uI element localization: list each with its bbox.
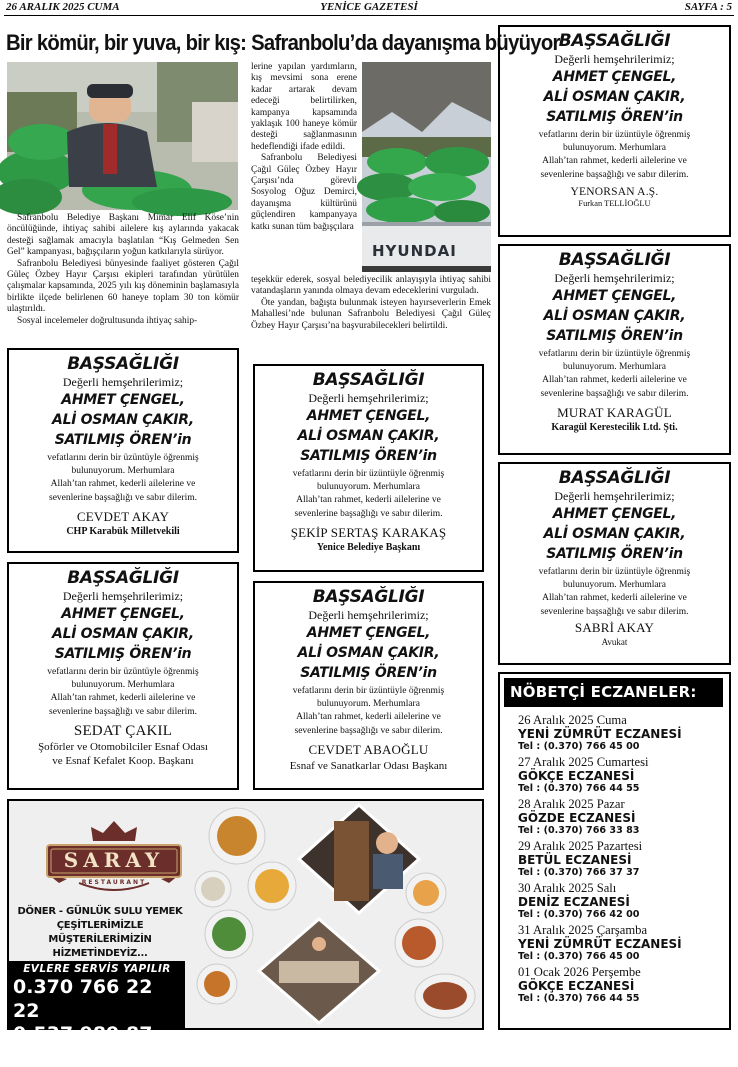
body-line: sevenlerine başsağlığı ve sabır dilerim. xyxy=(294,508,443,519)
ad-phone-1: 0.370 766 22 22 xyxy=(13,976,153,1022)
body-line: sevenlerine başsağlığı ve sabır dilerim. xyxy=(540,169,689,180)
article-paragraph: teşekkür ederek, sosyal belediyecilik anlayışıyla ihtiyaç sahibi vatandaşların yanında olmaya devam edeceklerini vurguladı. xyxy=(251,275,491,297)
deceased-name: SATILMIŞ ÖREN’in xyxy=(546,109,683,125)
deceased-name: AHMET ÇENGEL, xyxy=(306,625,431,641)
condolence-ad-abaoglu xyxy=(253,581,484,790)
deceased-name: SATILMIŞ ÖREN’in xyxy=(54,646,192,662)
slogan-line: MÜŞTERİLERİMİZİN HİZMETİNDEYİZ... xyxy=(48,934,152,959)
pharmacy-item xyxy=(500,839,729,879)
pharmacy-date: 26 Aralık 2025 Cuma xyxy=(518,713,627,727)
signer-title: Karagül Kerestecilik Ltd. Şti. xyxy=(551,421,678,433)
deceased-name: ALİ OSMAN ÇAKIR, xyxy=(297,428,440,444)
body-line: Allah’tan rahmet, kederli ailelerine ve xyxy=(50,693,196,704)
condolence-ad-yenorsan xyxy=(498,25,731,237)
saray-logo xyxy=(39,817,189,901)
body-line: vefatlarını derin bir üzüntüyle öğrenmiş xyxy=(292,469,445,479)
article-photo-truck xyxy=(362,62,491,272)
deceased-name: ALİ OSMAN ÇAKIR, xyxy=(543,526,686,542)
condolence-greeting: Değerli hemşehrilerimiz; xyxy=(62,589,184,603)
article-col-1 xyxy=(7,213,239,327)
pharmacy-phone: Tel : (0.370) 766 44 55 xyxy=(518,783,640,794)
condolence-body xyxy=(500,566,729,619)
condolence-title: BAŞSAĞLIĞI xyxy=(67,568,179,588)
body-line: bulunuyorum. Merhumlara xyxy=(71,466,175,477)
page-number: SAYFA : 5 xyxy=(684,1,732,13)
truck-brand: HYUNDAI xyxy=(372,242,457,260)
deceased-name: ALİ OSMAN ÇAKIR, xyxy=(543,89,686,105)
condolence-body xyxy=(500,348,729,401)
signer-name: SABRİ AKAY xyxy=(574,619,655,635)
restaurant-ad xyxy=(7,799,484,1067)
deceased-name: SATILMIŞ ÖREN’in xyxy=(546,546,683,562)
condolence-ad-sekip xyxy=(253,364,484,572)
condolence-ad-cevdet-akay xyxy=(7,348,239,553)
deceased-name: AHMET ÇENGEL, xyxy=(552,69,677,85)
pharmacy-name: GÖKÇE ECZANESİ xyxy=(518,769,635,783)
signer-title: Furkan TELLİOĞLU xyxy=(578,198,651,208)
article-photo-worker xyxy=(7,62,238,210)
condolence-ad-sabri xyxy=(498,462,731,665)
body-line: vefatlarını derin bir üzüntüyle öğrenmiş xyxy=(47,453,199,463)
pharmacy-name: YENİ ZÜMRÜT ECZANESİ xyxy=(518,937,682,951)
condolence-body xyxy=(500,129,729,182)
body-line: Allah’tan rahmet, kederli ailelerine ve xyxy=(542,593,687,604)
condolence-title: BAŞSAĞLIĞI xyxy=(67,354,179,374)
article-paragraph: Safranbolu Belediyesi bünyesinde faaliyet gösteren Çağıl Güleç Özbey Hayır Çarşısı ekipleri tarafından yürütülen çalışmalar kapsamında, 2025 yılı kış döneminin başlamasıyla birlikte ilçede belirlenen 60 haneye toplam 30 ton kömür ulaştırıldı. xyxy=(7,258,239,315)
ad-contact-panel xyxy=(9,961,185,1067)
deceased-name: AHMET ÇENGEL, xyxy=(61,606,185,622)
pharmacy-item xyxy=(500,797,729,837)
ad-phone-2: 0.537 989 87 12 xyxy=(13,1023,153,1067)
ad-brand: SARAY xyxy=(63,848,165,872)
pharmacy-date: 30 Aralık 2025 Salı xyxy=(518,881,617,895)
slogan-line: ÇEŞİTLERİMİZLE xyxy=(56,920,144,931)
pharmacy-phone: Tel : (0.370) 766 33 83 xyxy=(518,825,640,836)
body-line: vefatlarını derin bir üzüntüyle öğrenmiş xyxy=(538,349,691,359)
signer-name: MURAT KARAGÜL xyxy=(557,404,672,420)
body-line: Allah’tan rahmet, kederli ailelerine ve xyxy=(296,712,441,723)
pharmacy-date: 31 Aralık 2025 Çarşamba xyxy=(518,923,648,937)
body-line: sevenlerine başsağlığı ve sabır dilerim. xyxy=(540,606,689,617)
signer-title: ve Esnaf Kefalet Koop. Başkanı xyxy=(52,754,194,767)
signer-title: CHP Karabük Milletvekili xyxy=(66,525,180,537)
pharmacy-date: 27 Aralık 2025 Cumartesi xyxy=(518,755,649,769)
newspaper-name: YENİCE GAZETESİ xyxy=(320,1,418,13)
body-line: vefatlarını derin bir üzüntüyle öğrenmiş xyxy=(538,130,691,140)
condolence-title: BAŞSAĞLIĞI xyxy=(558,250,671,270)
slogan-line: DÖNER - GÜNLÜK SULU YEMEK xyxy=(17,906,183,917)
pharmacy-name: GÖKÇE ECZANESİ xyxy=(518,979,635,993)
pharmacy-name: DENİZ ECZANESİ xyxy=(518,895,630,909)
body-line: bulunuyorum. Merhumlara xyxy=(317,699,420,710)
body-line: sevenlerine başsağlığı ve sabır dilerim. xyxy=(49,706,197,717)
deceased-name: AHMET ÇENGEL, xyxy=(552,288,677,304)
article-paragraph: Öte yandan, bağışta bulunmak isteyen hayırseverlerin Emek Mahallesi’nde bulunan Safranbolu Belediyesi Çağıl Güleç Özbey Hayır Çarşısı’na başvurabilecekleri belirtildi. xyxy=(251,297,491,331)
body-line: vefatlarını derin bir üzüntüyle öğrenmiş xyxy=(47,667,199,677)
article-col-3 xyxy=(251,275,491,332)
condolence-body xyxy=(9,666,237,719)
signer-name: CEVDET ABAOĞLU xyxy=(308,741,429,757)
signer-title: Avukat xyxy=(601,636,628,647)
signer-name: ŞEKİP SERTAŞ KARAKAŞ xyxy=(290,524,447,540)
article-paragraph: Sosyal incelemeler doğrultusunda ihtiyaç sahip- xyxy=(17,315,198,326)
article-col-2 xyxy=(251,62,357,233)
deceased-name: AHMET ÇENGEL, xyxy=(61,392,185,408)
condolence-greeting: Değerli hemşehrilerimiz; xyxy=(308,608,429,622)
article-headline: Bir kömür, bir yuva, bir kış: Safranbolu’da dayanışma büyüyor xyxy=(6,30,560,55)
pharmacy-item xyxy=(500,881,729,921)
body-line: Allah’tan rahmet, kederli ailelerine ve xyxy=(542,156,687,167)
pharmacy-name: GÖZDE ECZANESİ xyxy=(518,811,636,825)
deceased-name: SATILMIŞ ÖREN’in xyxy=(54,432,192,448)
body-line: bulunuyorum. Merhumlara xyxy=(563,580,666,591)
body-line: vefatlarını derin bir üzüntüyle öğrenmiş xyxy=(292,686,445,696)
condolence-greeting: Değerli hemşehrilerimiz; xyxy=(62,375,184,389)
pharmacy-name: YENİ ZÜMRÜT ECZANESİ xyxy=(518,727,682,741)
signer-name: SEDAT ÇAKIL xyxy=(73,722,173,739)
pharmacy-date: 28 Aralık 2025 Pazar xyxy=(518,797,625,811)
page-header xyxy=(4,0,734,16)
pharmacy-item xyxy=(500,755,729,795)
body-line: sevenlerine başsağlığı ve sabır dilerim. xyxy=(49,492,197,503)
pharmacy-item xyxy=(500,923,729,963)
pharmacy-list xyxy=(500,713,729,1005)
condolence-ad-karagul xyxy=(498,244,731,455)
body-line: Allah’tan rahmet, kederli ailelerine ve xyxy=(50,479,196,490)
condolence-body xyxy=(9,452,237,505)
body-line: bulunuyorum. Merhumlara xyxy=(71,680,175,691)
condolence-body xyxy=(255,468,482,521)
condolence-greeting: Değerli hemşehrilerimiz; xyxy=(554,52,675,66)
body-line: Allah’tan rahmet, kederli ailelerine ve xyxy=(296,495,441,506)
body-line: vefatlarını derin bir üzüntüyle öğrenmiş xyxy=(538,567,691,577)
ad-brand-sub: RESTAURANT xyxy=(81,879,147,886)
deceased-name: ALİ OSMAN ÇAKIR, xyxy=(52,412,194,428)
condolence-ad-sedat xyxy=(7,562,239,790)
food-photos xyxy=(189,801,484,1028)
deceased-name: SATILMIŞ ÖREN’in xyxy=(300,665,437,681)
pharmacy-item xyxy=(500,965,729,1005)
deceased-name: ALİ OSMAN ÇAKIR, xyxy=(543,308,686,324)
issue-date: 26 ARALIK 2025 CUMA xyxy=(6,1,120,13)
ad-slogan xyxy=(11,905,189,961)
ad-delivery: EVLERE SERVİS YAPILIR xyxy=(23,963,171,975)
pharmacy-date: 01 Ocak 2026 Perşembe xyxy=(518,965,641,979)
article-paragraph: lerine yapılan yardımların, kış mevsimi sona erene kadar artarak devam edeceği belirtilirken, kampanya kapsamında yaklaşık 100 haneye kömür desteği sağlanmasının hedeflendiği ifade edildi. xyxy=(251,62,357,152)
condolence-title: BAŞSAĞLIĞI xyxy=(558,31,671,51)
signer-title: Şoförler ve Otomobilciler Esnaf Odası xyxy=(38,740,208,753)
signer-name: YENORSAN A.Ş. xyxy=(570,185,659,198)
pharmacy-phone: Tel : (0.370) 766 45 00 xyxy=(518,951,640,962)
signer-title: Esnaf ve Sanatkarlar Odası Başkanı xyxy=(289,759,448,772)
condolence-title: BAŞSAĞLIĞI xyxy=(558,468,671,488)
condolence-greeting: Değerli hemşehrilerimiz; xyxy=(554,489,675,503)
pharmacy-item xyxy=(500,713,729,753)
condolence-title: BAŞSAĞLIĞI xyxy=(312,587,425,607)
deceased-name: AHMET ÇENGEL, xyxy=(306,408,431,424)
deceased-name: ALİ OSMAN ÇAKIR, xyxy=(52,626,194,642)
deceased-name: SATILMIŞ ÖREN’in xyxy=(546,328,683,344)
pharmacy-phone: Tel : (0.370) 766 37 37 xyxy=(518,867,640,878)
body-line: Allah’tan rahmet, kederli ailelerine ve xyxy=(542,375,687,386)
pharmacy-phone: Tel : (0.370) 766 45 00 xyxy=(518,741,640,752)
condolence-body xyxy=(255,685,482,738)
pharmacy-name: BETÜL ECZANESİ xyxy=(518,853,632,867)
signer-title: Yenice Belediye Başkanı xyxy=(316,541,421,553)
condolence-greeting: Değerli hemşehrilerimiz; xyxy=(308,391,429,405)
pharmacy-phone: Tel : (0.370) 766 44 55 xyxy=(518,993,640,1004)
condolence-greeting: Değerli hemşehrilerimiz; xyxy=(554,271,675,285)
on-duty-pharmacies xyxy=(498,672,731,1030)
body-line: bulunuyorum. Merhumlara xyxy=(317,482,420,493)
pharmacy-date: 29 Aralık 2025 Pazartesi xyxy=(518,839,643,853)
deceased-name: ALİ OSMAN ÇAKIR, xyxy=(297,645,440,661)
pharmacy-title: NÖBETÇİ ECZANELER: xyxy=(504,678,723,707)
body-line: sevenlerine başsağlığı ve sabır dilerim. xyxy=(540,388,689,399)
deceased-name: AHMET ÇENGEL, xyxy=(552,506,677,522)
pharmacy-phone: Tel : (0.370) 766 42 00 xyxy=(518,909,640,920)
body-line: sevenlerine başsağlığı ve sabır dilerim. xyxy=(294,725,443,736)
condolence-title: BAŞSAĞLIĞI xyxy=(312,370,425,390)
body-line: bulunuyorum. Merhumlara xyxy=(563,143,666,154)
deceased-name: SATILMIŞ ÖREN’in xyxy=(300,448,437,464)
article-paragraph: Safranbolu Belediyesi Çağıl Güleç Özbey Hayır Çarşısı’nda görevli Sosyolog Oğuz Demirci, dayanışma kültürünü güçlendiren kampanyaya katkı sunan tüm bağışçılara xyxy=(251,153,357,232)
article-paragraph: Safranbolu Belediye Başkanı Mimar Elif Köse’nin öncülüğünde, ihtiyaç sahibi ailelere kış aylarında yakacak desteği sağlamak amacıyla başlatılan “Kış Gelmeden Sen Gel” kampanyası, bağışçıların yoğun katkılarıyla sürüyor. xyxy=(7,213,239,258)
body-line: bulunuyorum. Merhumlara xyxy=(563,362,666,373)
signer-name: CEVDET AKAY xyxy=(76,508,170,524)
